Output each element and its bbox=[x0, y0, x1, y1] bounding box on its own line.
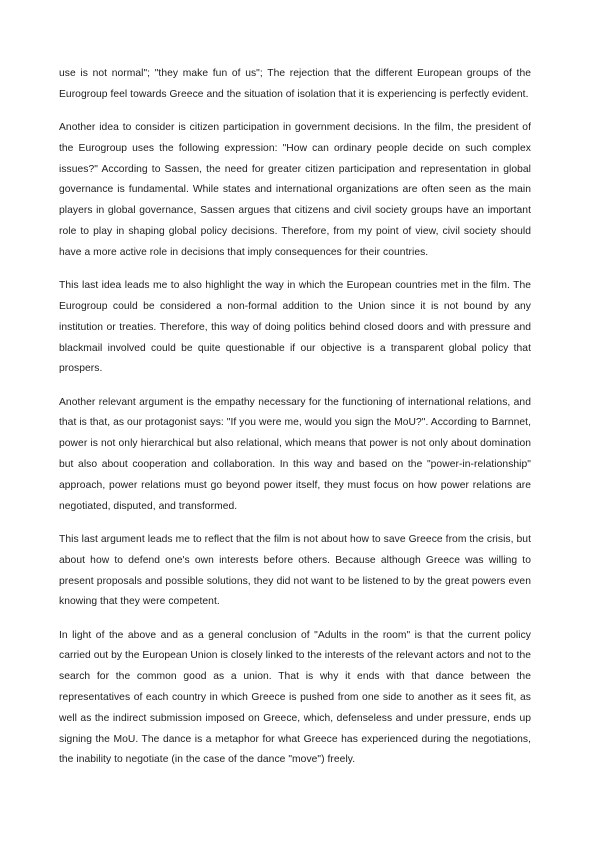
paragraph-6: In light of the above and as a general conclusion of "Adults in the room" is that the current policy carried out by the European Union is closely linked to the interests of the relevant actors and not to the search for the common good as a union. That is why it ends with that dance between the representatives of each country in which Greece is pushed from one side to another as it sees fit, as well as the indirect submission imposed on Greece, which, defenseless and under pressure, ends up signing the MoU. The dance is a metaphor for what Greece has experienced during the negotiations, the inability to negotiate (in the case of the dance "move") freely. bbox=[59, 629, 531, 766]
paragraph-4: Another relevant argument is the empathy necessary for the functioning of international relations, and that is that, as our protagonist says: "If you were me, would you sign the MoU?". According to Barnnet, power is not only hierarchical but also relational, which means that power is not only about domination but also about cooperation and collaboration. In this way and based on the "power-in-relationship" approach, power relations must go beyond power itself, they must focus on how power relations are negotiated, disputed, and transformed. bbox=[59, 396, 531, 512]
document-body bbox=[59, 64, 531, 784]
paragraph-5: This last argument leads me to reflect that the film is not about how to save Greece from the crisis, but about how to defend one's own interests before others. Because although Greece was willing to present proposals and possible solutions, they did not want to be listened to by the great powers even knowing that they were competent. bbox=[59, 533, 531, 608]
paragraph-2: Another idea to consider is citizen participation in government decisions. In the film, the president of the Eurogroup uses the following expression: "How can ordinary people decide on such complex issues?" According to Sassen, the need for greater citizen participation and representation in global governance is fundamental. While states and international organizations are often seen as the main players in global governance, Sassen argues that citizens and civil society groups have an important role to play in shaping global policy decisions. Therefore, from my point of view, civil society should have a more active role in decisions that imply consequences for their countries. bbox=[59, 122, 531, 258]
paragraph-3: This last idea leads me to also highlight the way in which the European countries met in the film. The Eurogroup could be considered a non-formal addition to the Union since it is not bound by any institution or treaties. Therefore, this way of doing politics behind closed doors and with pressure and blackmail involved could be quite questionable if our objective is a transparent global policy that prospers. bbox=[59, 280, 531, 375]
paragraph-1: use is not normal"; "they make fun of us"; The rejection that the different European groups of the Eurogroup feel towards Greece and the situation of isolation that it is experiencing is perfectly evident. bbox=[59, 68, 531, 100]
